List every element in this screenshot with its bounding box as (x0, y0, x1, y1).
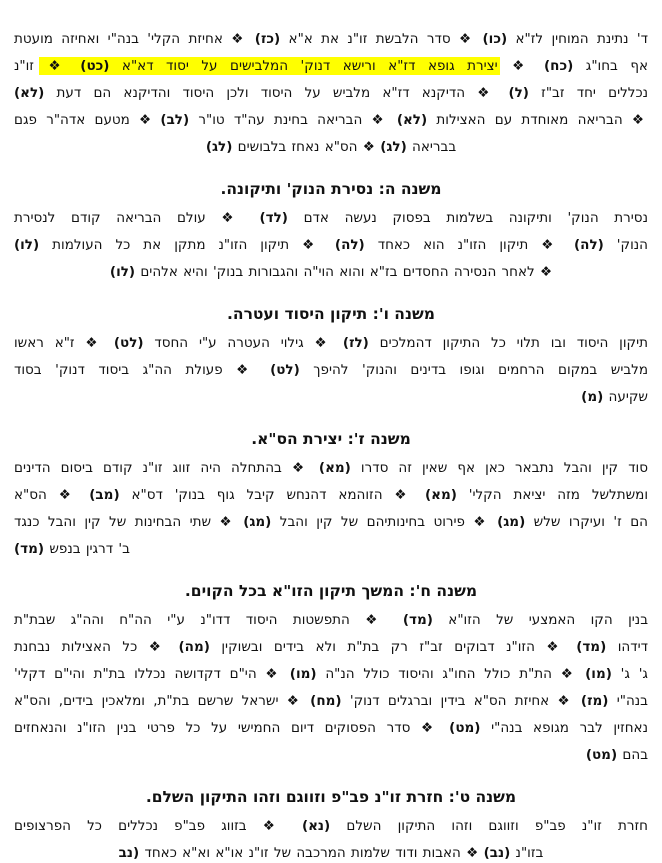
text-run: חזרת זו"נ פב"פ וזווגם וזהו התיקון השלם (נא) ❖ בזווג פב"פ נכללים כל הפרצופים (14, 818, 648, 834)
section-ref: (מח) (310, 693, 342, 709)
text-line (14, 384, 648, 411)
text-run: ❖ לאחר הנסירה החסדים בז"א והוא הוי"ה והגבורות בנוק' והיא אלהים (לו) (109, 264, 553, 280)
section-ref: (נב) (483, 845, 511, 861)
text-run: הם ז' ועיקרו שלש (מג) ❖ פירוט בחינותיהם של קין והבל (מג) ❖ שתי הבחינות של קין והבל כנגד (14, 514, 648, 530)
text-run: בנין הקו האמצעי של הזו"א (מד) ❖ התפשטות היסוד דדו"נ ע"י הה"ח והה"ג שבת"ת (14, 612, 649, 628)
document-section (14, 786, 648, 863)
section-ref: (לא) (396, 112, 428, 128)
text-line (14, 232, 648, 259)
section-ref: (לו) (14, 237, 40, 253)
section-ref: (כו) (482, 31, 508, 47)
text-run: תיקון היסוד ובו תלוי כל התיקון דהמלכים (לז) ❖ גילוי העטרה ע"י החסד (לט) ❖ ז"א ראשו (14, 335, 648, 351)
section-ref: (כט) (80, 58, 110, 74)
document-section (14, 303, 648, 411)
text-line (14, 80, 648, 107)
text-line (14, 107, 648, 134)
highlighted-text: יצירת גופא דז"א ורישא דנוק' המלבישים על יסוד דא"א (כט) ❖ (41, 58, 498, 74)
text-line (14, 205, 648, 232)
text-run: נסירת הנוק' ותיקונה בשלמות בפסוק נעשה אדם (לד) ❖ עולם הבריאה קודם לנסירת (14, 210, 648, 226)
text-line (14, 357, 648, 384)
text-run: אף בחו"ג (כח) ❖ (499, 58, 648, 74)
text-line (14, 688, 648, 715)
section-ref: (כח) (544, 58, 574, 74)
section-heading: משנה ח': המשך תיקון הזו"א בכל הקוים. (184, 582, 478, 600)
section-ref: (מו) (585, 666, 612, 682)
section-ref: (לז) (342, 335, 369, 351)
text-line (14, 259, 648, 286)
section-ref: (מג) (497, 514, 526, 530)
section-ref: (מד) (576, 639, 607, 655)
section-ref: (לו) (109, 264, 136, 280)
section-ref: (מז) (580, 693, 609, 709)
section-ref: (נא) (301, 818, 331, 834)
section-ref: (מד) (14, 541, 45, 557)
text-run: זו"נ (14, 58, 40, 74)
text-run: סוד קין והבל נתבאר כאן אף שאין זה סדרו (מא) ❖ בהתחלה היה זווג זו"נ קודם ביסום הדינים (14, 460, 648, 476)
section-ref: (מה) (178, 639, 210, 655)
text-run: דידהו (מד) ❖ הזו"נ דבוקים זב"ז רק בת"ת ולא בידים ובשוקין (מה) ❖ כל האצילות נבחנת (14, 639, 648, 655)
text-line (14, 482, 648, 509)
section-ref: (כז) (254, 31, 281, 47)
document-section (14, 428, 648, 563)
text-run: בבריאה (לג) ❖ הס"א נאחז בלבושים (לג) (205, 139, 457, 155)
section-ref: (לג) (380, 139, 407, 155)
text-line (14, 455, 648, 482)
text-run: ג' ג' (מו) ❖ הת"ת כולל החו"ג והיסוד כולל הנ"ה (מו) ❖ הי"ם דקדושה נכללו בת"ת והי"ם דקלי' (14, 666, 648, 682)
section-heading: משנה ה: נסירת הנוק' ותיקונה. (220, 180, 442, 198)
section-ref: (מט) (585, 747, 618, 763)
section-ref: (מ) (581, 389, 604, 405)
text-run: ד' נתינת המוחין לז"א (כו) ❖ סדר הלבשת זו"נ את א"א (כז) ❖ אחיזת הקלי' בנה"י ואחיזה מועטת (14, 31, 649, 47)
section-ref: (מט) (449, 720, 481, 736)
text-run: ב' דרגין בנפש (מד) (14, 541, 130, 557)
section-ref: (מא) (318, 460, 351, 476)
document-section (14, 26, 648, 161)
text-run: הנוק' (לה) ❖ תיקון הזו"נ הוא כאחד (לה) ❖ תיקון הזו"נ מתקן את כל העולמות (לו) (14, 237, 649, 253)
section-ref: (לה) (574, 237, 604, 253)
section-heading: משנה ו': תיקון היסוד ועטרה. (227, 305, 435, 323)
section-ref: (מב) (89, 487, 120, 503)
section-ref: (לד) (259, 210, 288, 226)
text-line (14, 134, 648, 161)
section-ref: (מד) (402, 612, 433, 628)
text-line (14, 53, 648, 80)
text-line (14, 536, 648, 563)
text-line (14, 813, 648, 840)
text-line (14, 661, 648, 688)
document-section (14, 178, 648, 286)
text-line (14, 742, 648, 769)
section-ref: (לט) (113, 335, 144, 351)
text-run: ומשתלשל מזה יציאת הקלי' (מא) ❖ הזוהמא דהנחש קיבל גוף בנוק' דס"א (מב) ❖ הס"א (14, 487, 649, 503)
section-ref: (מא) (424, 487, 457, 503)
section-ref: (לה) (334, 237, 365, 253)
text-run: נאחזין לבר מגופא בנה"י (מט) ❖ סדר הפסוקים דיום החמישי על כל פרטי בנין הזו"נ והנאחזים (14, 720, 648, 736)
section-ref: (לט) (270, 362, 300, 378)
section-ref: (מג) (243, 514, 272, 530)
text-line (14, 607, 648, 634)
section-ref: (ל) (508, 85, 529, 101)
text-line (14, 840, 648, 863)
text-run: ❖ הבריאה מאוחדת עם האצילות (לא) ❖ הבריאה בחינת עה"ד טו"ר (לב) ❖ מטעם אדה"ר פגם (14, 112, 648, 128)
document-section (14, 580, 648, 769)
section-heading: משנה ט': חזרת זו"נ פב"פ וזווגם וזהו התיקון השלם. (145, 788, 517, 806)
text-line (14, 26, 648, 53)
section-ref: (לא) (14, 85, 45, 101)
text-run: בזו"נ (נב) ❖ האבות ודוד שלמות המרכבה של זו"נ או"א וא"א כאחד (נב (118, 845, 544, 861)
section-heading: משנה ז': יצירת הס"א. (251, 430, 411, 448)
text-line (14, 509, 648, 536)
text-run: בנה"י (מז) ❖ אחיזת הס"א בידין וברגלים דנוק' (מח) ❖ ישראל שרשם בת"ת, ומלאכין בידים, והס"א (14, 693, 648, 709)
section-ref: (נב (118, 845, 140, 861)
text-run: מלביש במקום הרחמים וגופו בדינים והנוק' להיפך (לט) ❖ פעולת הה"ג ביסוד דנוק' בסוד (14, 362, 648, 378)
section-ref: (לג) (205, 139, 233, 155)
text-line (14, 715, 648, 742)
text-line (14, 634, 648, 661)
text-run: בהם (מט) (585, 747, 648, 763)
text-run: שקיעה (מ) (581, 389, 648, 405)
section-ref: (מו) (289, 666, 317, 682)
section-ref: (לב) (160, 112, 190, 128)
text-line (14, 330, 648, 357)
text-run: נכללים יחד זב"ז (ל) ❖ הדיקנא דז"א מלביש על היסוד ולכן היסוד והדיקנא הם דעת (לא) (14, 85, 648, 101)
